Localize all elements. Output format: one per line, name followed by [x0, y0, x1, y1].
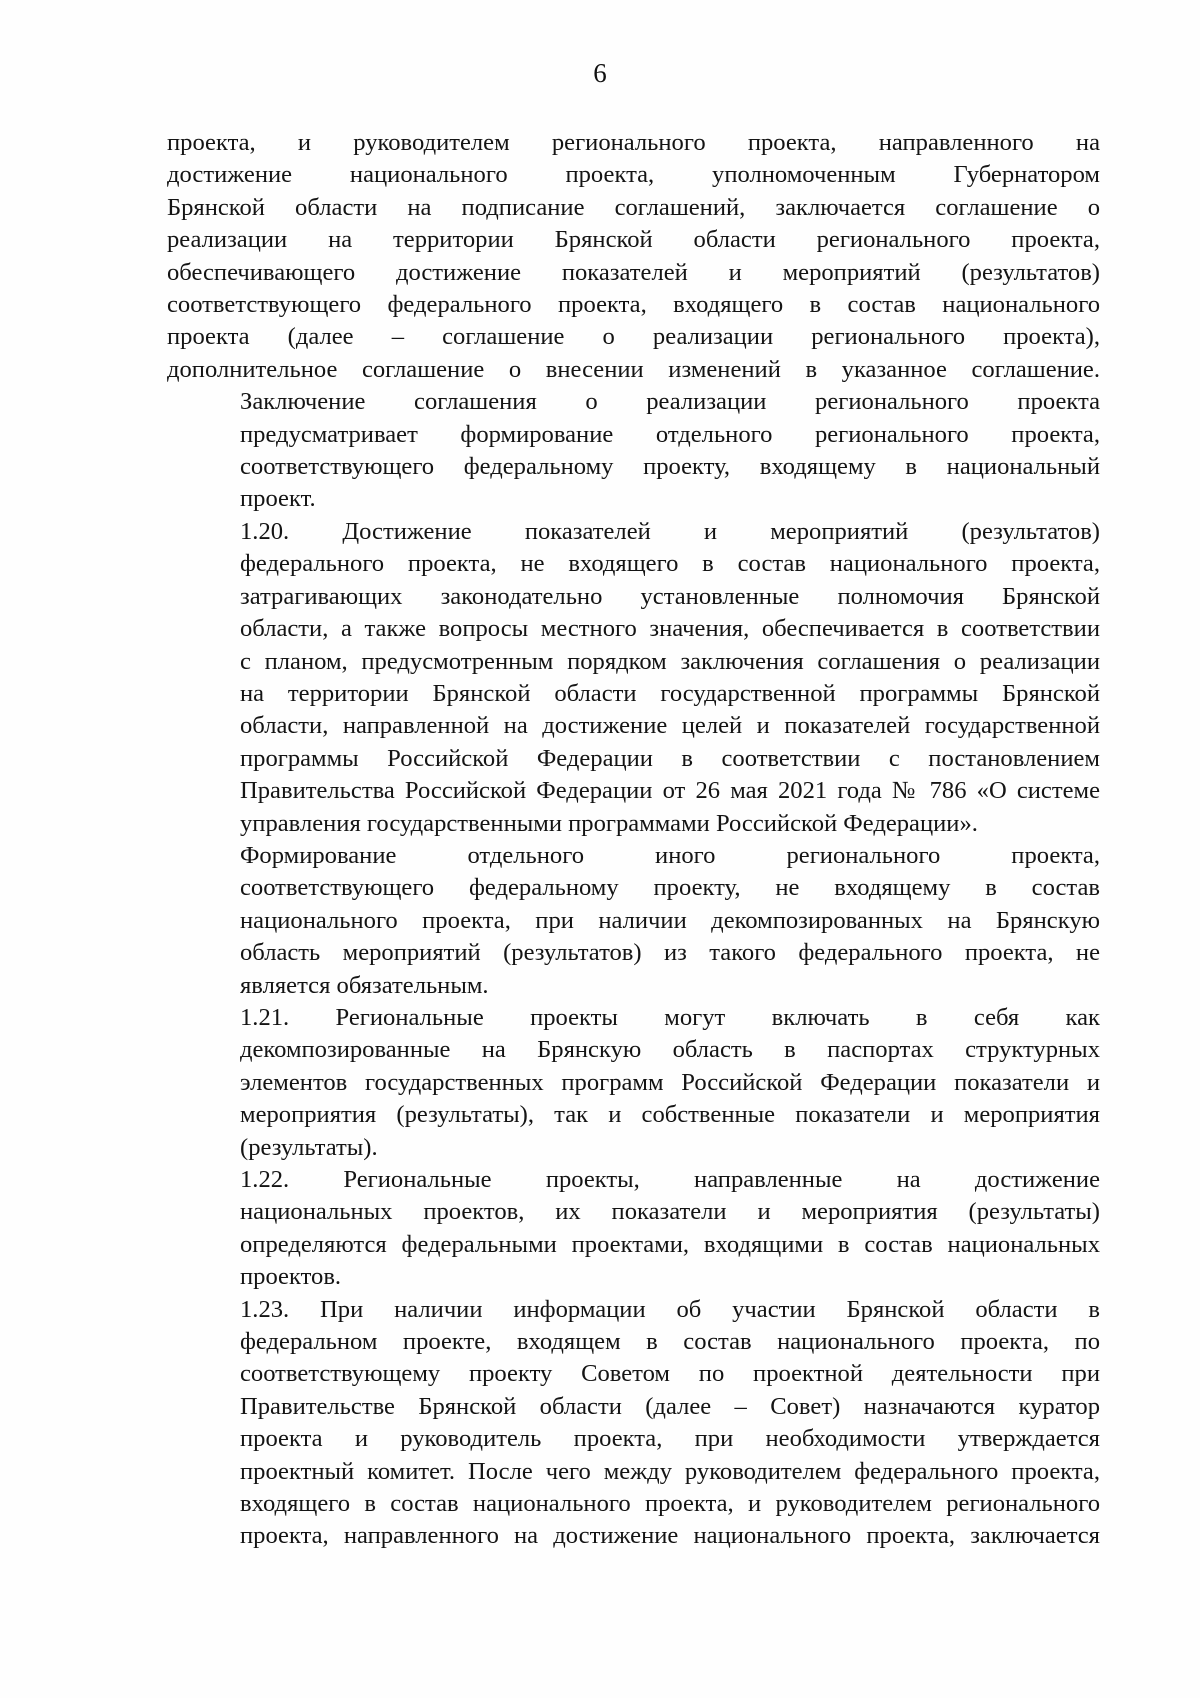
text-line: проектов.: [240, 1263, 342, 1291]
text-line-row: [167, 1002, 1100, 1034]
text-line-row: [167, 808, 1100, 840]
text-line: предусматривает формирование отдельного регионального проекта,: [240, 420, 1100, 448]
text-line: затрагивающих законодательно установленные полномочия Брянской: [240, 582, 1100, 610]
text-line-row: [167, 1196, 1100, 1228]
text-line-row: [167, 1326, 1100, 1358]
document-body: [167, 127, 1100, 1553]
text-line-row: [167, 192, 1100, 224]
text-line-row: [167, 1229, 1100, 1261]
text-line-row: [167, 1034, 1100, 1066]
text-line: проекта, направленного на достижение национального проекта, заключается: [240, 1522, 1100, 1550]
text-line: элементов государственных программ Российской Федерации показатели и: [240, 1068, 1100, 1096]
text-line-row: [167, 613, 1100, 645]
text-line-row: [167, 1164, 1100, 1196]
text-line: проекта, и руководителем регионального проекта, направленного на: [167, 129, 1100, 156]
text-line-row: [167, 1132, 1100, 1164]
text-line: обеспечивающего достижение показателей и мероприятий (результатов): [167, 258, 1100, 286]
text-line-row: [167, 937, 1100, 969]
text-line: национальных проектов, их показатели и мероприятия (результаты): [240, 1198, 1100, 1226]
text-line: проекта (далее – соглашение о реализации регионального проекта),: [167, 323, 1100, 351]
paragraph: [167, 840, 1100, 1002]
text-line-row: [167, 289, 1100, 321]
text-line: 1.22. Региональные проекты, направленные на достижение: [240, 1166, 1100, 1193]
paragraph: [167, 1002, 1100, 1164]
text-line: мероприятия (результаты), так и собственные показатели и мероприятия: [240, 1101, 1100, 1129]
text-line: 1.21. Региональные проекты могут включать в себя как: [240, 1003, 1100, 1031]
text-line-row: [167, 257, 1100, 289]
text-line: проекта и руководитель проекта, при необходимости утверждается: [240, 1425, 1100, 1453]
text-line: соответствующего федеральному проекту, входящему в национальный: [240, 453, 1100, 481]
paragraph: [167, 127, 1100, 386]
text-line: на территории Брянской области государственной программы Брянской: [240, 679, 1100, 707]
text-line: проект.: [240, 485, 316, 513]
text-line: определяются федеральными проектами, входящими в состав национальных: [240, 1230, 1100, 1258]
text-line: реализации на территории Брянской области регионального проекта,: [167, 226, 1100, 254]
text-line: управления государственными программами Российской Федерации».: [240, 809, 978, 837]
page-number: 6: [593, 58, 607, 88]
text-line: Заключение соглашения о реализации регионального проекта: [240, 388, 1100, 416]
paragraph: [167, 1164, 1100, 1294]
text-line: 1.23. При наличии информации об участии Брянской области в: [240, 1295, 1100, 1323]
text-line-row: [167, 1488, 1100, 1520]
text-line-row: [167, 321, 1100, 353]
text-line-row: [167, 678, 1100, 710]
text-line-row: [167, 1391, 1100, 1423]
text-line: области, направленной на достижение целей и показателей государственной: [240, 712, 1100, 740]
text-line: (результаты).: [240, 1133, 378, 1161]
text-line: области, а также вопросы местного значения, обеспечивается в соответствии: [240, 615, 1100, 643]
text-line-row: [167, 1520, 1100, 1552]
text-line: с планом, предусмотренным порядком заключения соглашения о реализации: [240, 647, 1100, 675]
text-line: Правительства Российской Федерации от 26 мая 2021 года № 786 «О системе: [240, 777, 1100, 805]
text-line-row: [167, 386, 1100, 418]
text-line-row: [167, 419, 1100, 451]
text-line: федерального проекта, не входящего в состав национального проекта,: [240, 550, 1100, 578]
text-line: входящего в состав национального проекта, и руководителем регионального: [240, 1490, 1100, 1518]
text-line-row: [167, 224, 1100, 256]
text-line: национального проекта, при наличии декомпозированных на Брянскую: [240, 906, 1100, 934]
text-line-row: [167, 775, 1100, 807]
text-line-row: [167, 905, 1100, 937]
text-line-row: [167, 743, 1100, 775]
text-line: достижение национального проекта, уполномоченным Губернатором: [167, 161, 1100, 189]
text-line-row: [167, 970, 1100, 1002]
text-line-row: [167, 581, 1100, 613]
text-line: Правительстве Брянской области (далее – Совет) назначаются куратор: [240, 1392, 1100, 1420]
text-line-row: [167, 548, 1100, 580]
text-line: проектный комитет. После чего между руководителем федерального проекта,: [240, 1457, 1100, 1485]
text-line: Брянской области на подписание соглашений, заключается соглашение о: [167, 193, 1100, 221]
paragraph: [167, 386, 1100, 516]
text-line: декомпозированные на Брянскую область в паспортах структурных: [240, 1036, 1100, 1064]
text-line-row: [167, 127, 1100, 159]
text-line: соответствующего федеральному проекту, не входящему в состав: [240, 874, 1100, 902]
text-line-row: [167, 159, 1100, 191]
paragraph: [167, 516, 1100, 840]
text-line-row: [167, 1067, 1100, 1099]
paragraph: [167, 1294, 1100, 1553]
text-line: область мероприятий (результатов) из такого федерального проекта, не: [240, 939, 1100, 967]
text-line-row: [167, 1423, 1100, 1455]
text-line-row: [167, 1358, 1100, 1390]
text-line-row: [167, 1261, 1100, 1293]
text-line: федеральном проекте, входящем в состав национального проекта, по: [240, 1328, 1100, 1356]
text-line: Формирование отдельного иного регионального проекта,: [240, 841, 1100, 869]
text-line-row: [167, 646, 1100, 678]
text-line: соответствующего федерального проекта, входящего в состав национального: [167, 291, 1100, 319]
text-line: программы Российской Федерации в соответствии с постановлением: [240, 744, 1100, 772]
text-line-row: [167, 1099, 1100, 1131]
text-line-row: [167, 354, 1100, 386]
text-line: соответствующему проекту Советом по проектной деятельности при: [240, 1360, 1100, 1388]
text-line: дополнительное соглашение о внесении изменений в указанное соглашение.: [167, 355, 1100, 383]
text-line-row: [167, 451, 1100, 483]
text-line: является обязательным.: [240, 971, 489, 999]
text-line: 1.20. Достижение показателей и мероприятий (результатов): [240, 517, 1100, 545]
text-line-row: [167, 840, 1100, 872]
text-line-row: [167, 516, 1100, 548]
text-line-row: [167, 872, 1100, 904]
text-line-row: [167, 710, 1100, 742]
text-line-row: [167, 483, 1100, 515]
text-line-row: [167, 1294, 1100, 1326]
text-line-row: [167, 1456, 1100, 1488]
